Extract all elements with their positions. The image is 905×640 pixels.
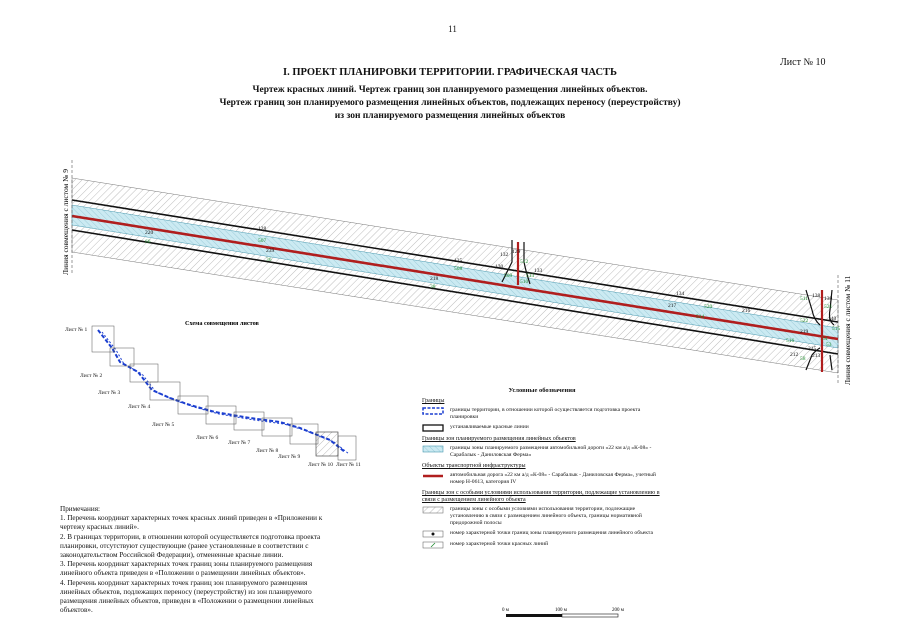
notes-heading: Примечания: <box>60 505 100 513</box>
point-label: 130 <box>495 264 504 270</box>
point-label: 219 <box>800 329 809 335</box>
point-label: 58 <box>800 356 806 362</box>
scheme-sheet-label: Лист № 1 <box>65 327 88 333</box>
scheme-sheet-label: Лист № 7 <box>228 440 251 446</box>
point-label: 239 <box>266 248 275 254</box>
note-item: 3. Перечень координат характерных точек границ зоны планируемого размещения линейного объекта приведен в «Положении о размещении линейных объектов». <box>60 560 313 578</box>
scheme-sheet-label: Лист № 9 <box>278 454 301 460</box>
point-label: 218 <box>430 276 439 282</box>
point-label: 510 <box>520 279 529 285</box>
legend-item <box>422 407 662 421</box>
notes <box>60 505 332 615</box>
point-label: 507 <box>258 238 267 244</box>
note-item: 4. Перечень координат характерных точек границ зон планируемого размещения линейных объектов, подлежащих переносу (переустройству) из зон планируемого размещения линейных объектов, приведен в «Положении о размещении линейных объектов». <box>60 578 314 615</box>
match-line-left-label: Линия совмещения с листом № 9 <box>61 169 70 275</box>
point-label: 128 <box>258 226 267 232</box>
gray-hatch-swatch-icon <box>422 506 444 514</box>
scheme-sheet-label: Лист № 10 <box>308 462 334 468</box>
scheme-sheet-label: Лист № 3 <box>98 390 121 396</box>
point-label: 511 <box>800 296 809 302</box>
blue-dashed-swatch-icon <box>422 407 444 415</box>
scale-label-0: 0 м <box>502 608 509 613</box>
point-label: 212 <box>790 352 799 358</box>
point-tick-swatch-icon <box>422 541 444 549</box>
point-label: 515 <box>832 326 841 332</box>
point-label: 213 <box>812 353 821 359</box>
scale-label-100: 100 м <box>555 608 567 613</box>
point-label: 512 <box>520 259 529 265</box>
point-label: 38 <box>430 284 436 290</box>
scheme-title: Схема совмещения листов <box>185 320 259 327</box>
point-label: 220 <box>145 230 154 236</box>
legend-group-heading: Границы зон с особыми условиями использования территории, подлежащие установлению в связи с размещением линейного объекта <box>422 490 660 503</box>
page-number: 11 <box>448 24 457 34</box>
legend-item <box>422 424 662 432</box>
legend-group-heading: Границы <box>422 398 445 404</box>
document-title: I. ПРОЕКТ ПЛАНИРОВКИ ТЕРРИТОРИИ. ГРАФИЧЕСКАЯ ЧАСТЬ <box>283 67 617 78</box>
point-label: 36 <box>266 257 272 263</box>
red-line-swatch-icon <box>422 472 444 480</box>
legend-item <box>422 541 662 549</box>
point-label: 521 <box>824 304 833 310</box>
point-label: 133 <box>534 268 543 274</box>
subtitle-line-3: из зон планируемого размещения линейных объектов <box>334 111 566 121</box>
legend-title: Условные обозначения <box>508 387 576 394</box>
scale-label-200: 200 м <box>612 608 624 613</box>
cyan-hatch-swatch-icon <box>422 445 444 453</box>
point-label: 217 <box>668 303 677 309</box>
point-label: 132 <box>500 252 509 258</box>
legend-group-heading: Границы зон планируемого размещения линейных объектов <box>422 436 576 442</box>
legend-item-text: границы территории, в отношении которой осуществляется подготовка проекта планировки <box>450 407 641 420</box>
point-label: 513 <box>526 273 535 279</box>
point-label: 125 <box>454 258 463 264</box>
point-label: 140 <box>828 316 837 322</box>
point-label: 129 <box>512 249 521 255</box>
legend-item-text: автомобильная дорога «22 км а/д «К-08» - Сарабалык - Даниловская Ферма», учетный номер Н-0613, категория IV <box>450 472 656 485</box>
black-line-swatch-icon <box>422 424 444 432</box>
point-label: 520 <box>704 304 713 310</box>
point-label: 138 <box>812 293 821 299</box>
scheme-sheet-label: Лист № 11 <box>336 462 361 468</box>
sheet-scheme <box>92 326 356 460</box>
legend-item <box>422 445 662 459</box>
point-label: 514 <box>696 314 705 320</box>
point-label: 516 <box>786 338 795 344</box>
scheme-sheet-label: Лист № 4 <box>128 404 151 410</box>
note-item: 2. В границах территории, в отношении которой осуществляется подготовка проекта планировки, отсутствуют существующие (ранее установленные в соответствии с законодательством Российской Федерации), отмененные красные линии. <box>60 532 321 560</box>
legend <box>422 387 662 552</box>
legend-item <box>422 530 662 538</box>
point-dot-swatch-icon <box>422 530 444 538</box>
scheme-sheet-label: Лист № 8 <box>256 448 279 454</box>
sheet-label: Лист № 10 <box>780 57 826 68</box>
legend-item-text: устанавливаемые красные линии <box>450 424 529 430</box>
scheme-sheet-label: Лист № 5 <box>152 422 175 428</box>
scheme-sheet-label: Лист № 2 <box>80 373 103 379</box>
scheme-sheet-label: Лист № 6 <box>196 435 219 441</box>
point-label: 54 <box>822 336 828 342</box>
legend-item <box>422 506 662 527</box>
subtitle-line-2: Чертеж границ зон планируемого размещения линейных объектов, подлежащих переносу (переустройству) <box>219 98 681 108</box>
point-label: 53 <box>826 342 832 348</box>
legend-item-text: границы зоны с особыми условиями использования территории, подлежащие установлению в связи с размещением линейного объекта, границы нормативной придорожной полосы <box>450 506 642 526</box>
point-label: 216 <box>742 308 751 314</box>
legend-item <box>422 472 662 486</box>
legend-item-text: номер характерной точки границ зоны планируемого размещения линейного объекта <box>450 530 653 536</box>
legend-item-text: границы зоны планируемого размещения автомобильной дороги «22 км а/д «К-08» - Сарабалык - Даниловская Ферма» <box>450 445 652 458</box>
legend-group-heading: Объекты транспортной инфраструктуры <box>422 463 526 469</box>
subtitle-line-1: Чертеж красных линий. Чертеж границ зон планируемого размещения линейных объектов. <box>252 85 648 95</box>
scale-bar <box>502 608 625 617</box>
legend-item-text: номер характерной точки красных линий <box>450 541 549 547</box>
point-label: 509 <box>504 273 513 279</box>
point-label: 134 <box>676 291 685 297</box>
point-label: 522 <box>800 318 809 324</box>
match-line-right-label: Линия совмещения с листом № 11 <box>843 275 852 385</box>
point-label: 66 <box>145 239 151 245</box>
point-label: 508 <box>454 266 463 272</box>
point-label: 139 <box>824 296 833 302</box>
note-item: 1. Перечень координат характерных точек красных линий приведен в «Приложении к чертежу красных линий». <box>60 514 323 532</box>
point-label: 215 <box>808 346 817 352</box>
